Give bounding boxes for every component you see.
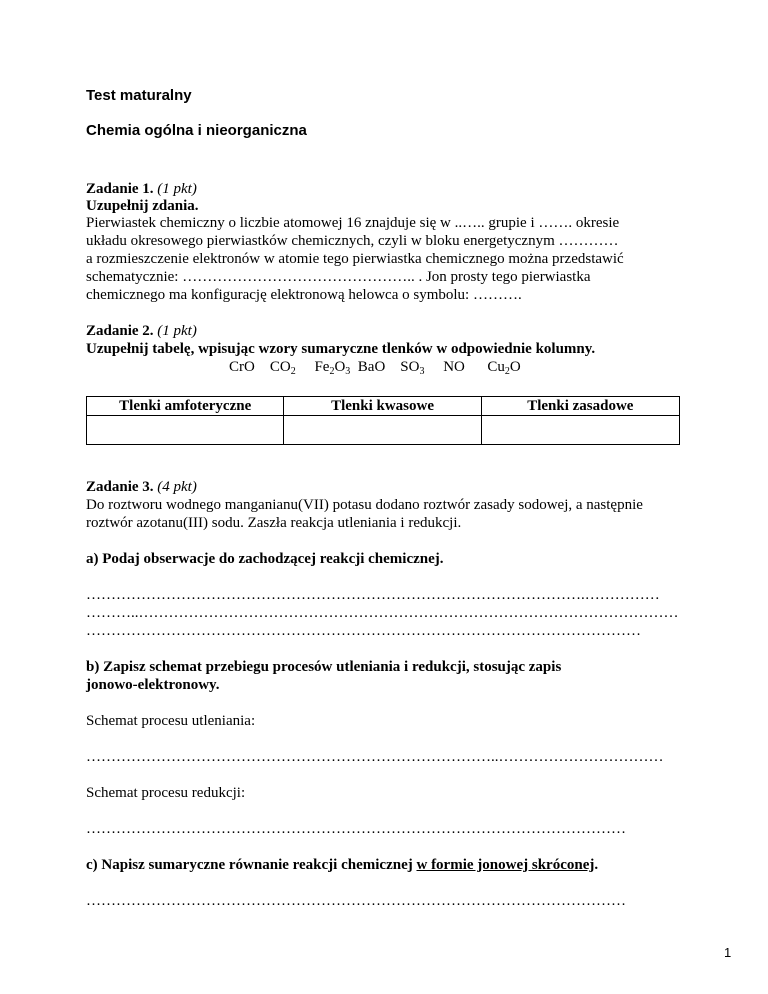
oxides-table bbox=[86, 396, 680, 445]
answer-line-a-1[interactable]: ……………………………………………………………………………………….…………… bbox=[86, 587, 660, 603]
task2-points: (1 pkt) bbox=[157, 323, 197, 339]
ionic-equation-answer-line[interactable]: ……………………………………………………………………………………………… bbox=[86, 893, 626, 909]
header-acidic-oxides: Tlenki kwasowe bbox=[284, 397, 481, 416]
task3-part-c-prefix: c) Napisz sumaryczne równanie reakcji chemicznej bbox=[86, 857, 417, 873]
task2-label: Zadanie 2. bbox=[86, 323, 154, 339]
oxidation-scheme-label: Schemat procesu utleniania: bbox=[86, 713, 256, 729]
task3-part-a: a) Podaj obserwacje do zachodzącej reakcji chemicznej. bbox=[86, 551, 444, 567]
task3-intro-line-1: Do roztworu wodnego manganianu(VII) potasu dodano roztwór zasady sodowej, a następnie bbox=[86, 497, 643, 513]
cell-acidic-oxides[interactable] bbox=[284, 416, 481, 445]
task3-part-c bbox=[86, 856, 598, 874]
task1-line-2: układu okresowego pierwiastków chemicznych, czyli w bloku energetycznym ………… bbox=[86, 233, 619, 249]
cell-basic-oxides[interactable] bbox=[481, 416, 679, 445]
task1-line-5: chemicznego ma konfigurację elektronową helowca o symbolu: ………. bbox=[86, 287, 522, 303]
header-basic-oxides: Tlenki zasadowe bbox=[481, 397, 679, 416]
task1-line-3: a rozmieszczenie elektronów w atomie tego pierwiastka chemicznego można przedstawić bbox=[86, 251, 624, 267]
formula-cro: CrO bbox=[229, 359, 255, 375]
task2-instruction: Uzupełnij tabelę, wpisując wzory sumaryczne tlenków w odpowiednie kolumny. bbox=[86, 341, 596, 357]
formula-so3: $SO_3$ bbox=[400, 359, 425, 377]
formula-bao: BaO bbox=[357, 359, 386, 375]
oxides-table-header-row bbox=[87, 397, 680, 416]
task1-label: Zadanie 1. bbox=[86, 181, 154, 197]
oxide-formulas bbox=[229, 358, 521, 376]
document-subtitle: Chemia ogólna i nieorganiczna bbox=[86, 122, 307, 139]
task3-part-c-suffix: . bbox=[594, 857, 599, 873]
document-title: Test maturalny bbox=[86, 87, 192, 104]
task3-part-b-line-1: b) Zapisz schemat przebiegu procesów utleniania i redukcji, stosując zapis bbox=[86, 659, 562, 675]
task3-part-b-line-2: jonowo-elektronowy. bbox=[86, 677, 220, 693]
answer-line-a-2[interactable]: ………..……………………………………………………………………………………………… bbox=[86, 605, 679, 621]
oxidation-scheme-answer-line[interactable]: ………………………………………………………………………..…………………………… bbox=[86, 749, 664, 765]
cell-amphoteric-oxides[interactable] bbox=[87, 416, 284, 445]
task1-points: (1 pkt) bbox=[157, 181, 197, 197]
answer-line-a-3[interactable]: ………………………………………………………………………………………………… bbox=[86, 623, 641, 639]
formula-cu2o: $Cu_2O$ bbox=[487, 359, 521, 377]
task3-label: Zadanie 3. bbox=[86, 479, 154, 495]
task3-part-c-underlined: w formie jonowej skróconej bbox=[416, 857, 595, 873]
task1-instruction: Uzupełnij zdania. bbox=[86, 198, 199, 214]
header-amphoteric-oxides: Tlenki amfoteryczne bbox=[87, 397, 284, 416]
oxides-table-answer-row bbox=[87, 416, 680, 445]
task3-points: (4 pkt) bbox=[157, 479, 197, 495]
reduction-scheme-label: Schemat procesu redukcji: bbox=[86, 785, 246, 801]
reduction-scheme-answer-line[interactable]: ……………………………………………………………………………………………… bbox=[86, 821, 626, 837]
task3-intro-line-2: roztwór azotanu(III) sodu. Zaszła reakcja utleniania i redukcji. bbox=[86, 515, 462, 531]
task1-line-4: schematycznie: ……………………………………….. . Jon prosty tego pierwiastka bbox=[86, 269, 591, 285]
page-number: 1 bbox=[724, 945, 732, 960]
task1-line-1: Pierwiastek chemiczny o liczbie atomowej 16 znajduje się w ..….. grupie i ……. okresie bbox=[86, 215, 620, 231]
task2-heading bbox=[86, 322, 197, 340]
formula-co2: $CO_2$ bbox=[269, 359, 296, 377]
formula-no: NO bbox=[443, 359, 465, 375]
task3-heading bbox=[86, 478, 197, 496]
formula-fe2o3: $Fe_2O_3$ bbox=[314, 359, 351, 377]
task1-heading bbox=[86, 180, 197, 198]
